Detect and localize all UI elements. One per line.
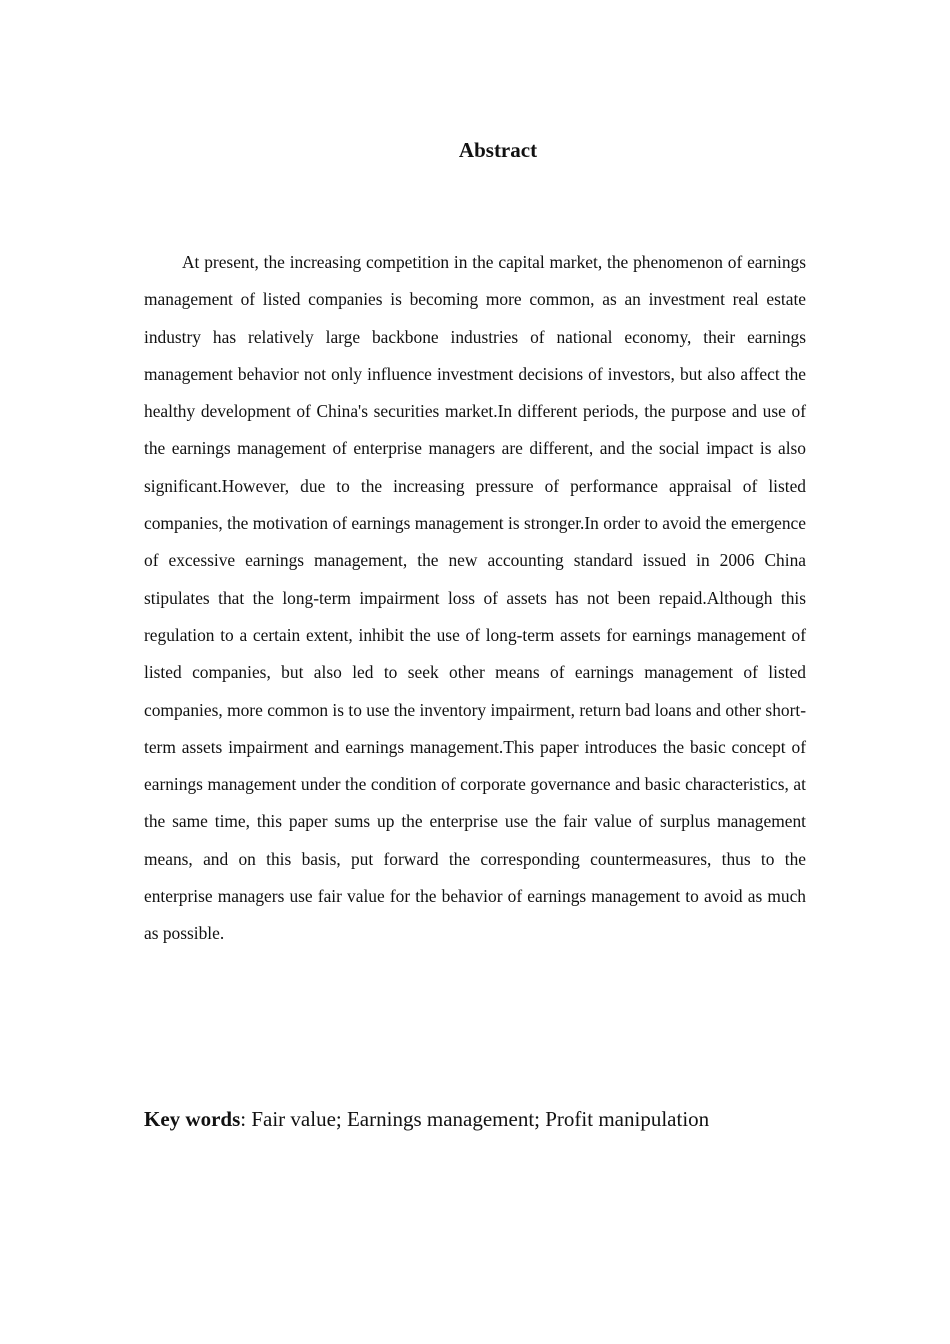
keywords-text: Fair value; Earnings management; Profit manipulation <box>251 1107 710 1131</box>
page-title: Abstract <box>458 138 538 162</box>
keywords-separator: : <box>240 1107 252 1131</box>
abstract-paragraph: At present, the increasing competition in the capital market, the phenomenon of earnings management of listed companies is becoming more common, as an investment real estate industry has relatively large backbone industries of national economy, their earnings management behavior not only influence investment decisions of investors, but also affect the healthy development of China's securities market.In different periods, the purpose and use of the earnings management of enterprise managers are different, and the social impact is also significant.However, due to the increasing pressure of performance appraisal of listed companies, the motivation of earnings management is stronger.In order to avoid the emergence of excessive earnings management, the new accounting standard issued in 2006 China stipulates that the long-term impairment loss of assets has not been repaid.Although this regulation to a certain extent, inhibit the use of long-term assets for earnings management of listed companies, but also led to seek other means of earnings management of listed companies, more common is to use the inventory impairment, return bad loans and other short-term assets impairment and earnings management.This paper introduces the basic concept of earnings management under the condition of corporate governance and basic characteristics, at the same time, this paper sums up the enterprise use the fair value of surplus management means, and on this basis, put forward the corresponding countermeasures, thus to the enterprise managers use fair value for the behavior of earnings management to avoid as much as possible. <box>144 252 806 944</box>
keywords-label: Key words <box>144 1107 241 1131</box>
keywords-line <box>144 1103 844 1135</box>
